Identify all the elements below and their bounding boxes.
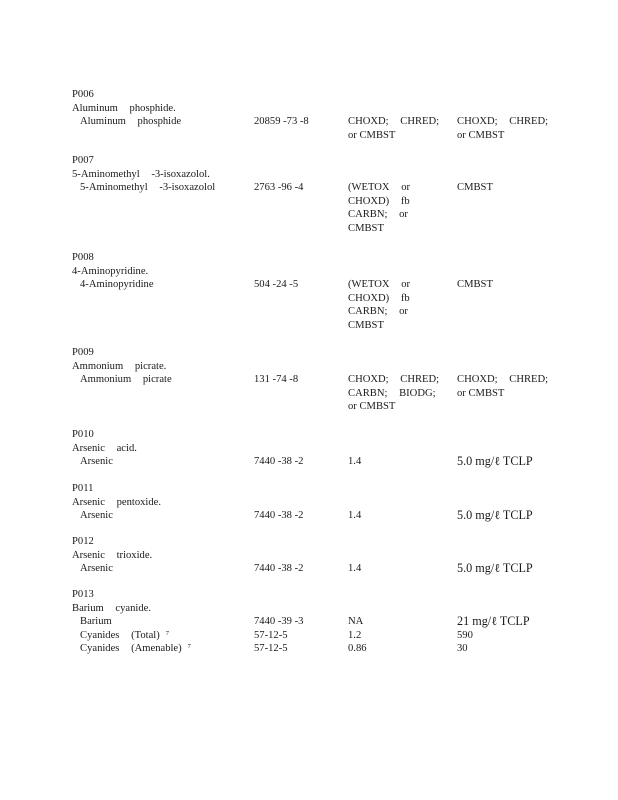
waste-entry-p008: [72, 251, 572, 333]
nonwastewater-standard: 21 mg/ℓ TCLP: [457, 614, 530, 629]
wastewater-standard: or CMBST: [348, 129, 396, 141]
constituent-name: [80, 642, 191, 656]
constituent-name: Aluminum phosphide: [80, 116, 182, 128]
nonwastewater-standard: or CMBST: [457, 129, 505, 141]
wastewater-standard: or CMBST: [348, 401, 396, 413]
constituent-row: [72, 181, 572, 195]
constituent-row: [72, 642, 572, 656]
nonwastewater-standard: CHOXD; CHRED;: [457, 374, 549, 386]
waste-entry-p013: [72, 588, 572, 656]
continuation-row: [72, 387, 572, 401]
cas-number: 7440 -39 -3: [254, 616, 304, 628]
continuation-row: [72, 195, 572, 209]
continuation-row: [72, 208, 572, 222]
wastewater-standard: 0.86: [348, 643, 367, 655]
waste-name: 4-Aminopyridine.: [72, 265, 149, 277]
waste-name: Ammonium picrate.: [72, 360, 167, 372]
constituent-name: [80, 629, 169, 643]
wastewater-standard: CARBN; BIODG;: [348, 387, 436, 399]
nonwastewater-standard: 30: [457, 643, 468, 655]
nonwastewater-standard: CMBST: [457, 182, 493, 194]
cas-number: 2763 -96 -4: [254, 182, 304, 194]
continuation-row: [72, 222, 572, 236]
constituent-row: [72, 455, 572, 469]
constituent-name: Arsenic: [80, 510, 113, 522]
wastewater-standard: CMBST: [348, 319, 384, 331]
waste-name: Arsenic acid.: [72, 442, 137, 454]
cas-number: 57-12-5: [254, 629, 288, 641]
waste-entry-p007: [72, 154, 572, 236]
waste-code: P007: [72, 155, 94, 166]
nonwastewater-standard: or CMBST: [457, 387, 505, 399]
constituent-row: [72, 615, 572, 629]
wastewater-standard: 1.4: [348, 510, 362, 522]
wastewater-standard: 1.2: [348, 629, 362, 641]
wastewater-standard: CMBST: [348, 222, 384, 234]
constituent-name: 5-Aminomethyl -3-isoxazolol: [80, 182, 216, 194]
footnote-marker: 7: [187, 643, 191, 651]
continuation-row: [72, 319, 572, 333]
nonwastewater-standard: CMBST: [457, 279, 493, 291]
waste-code: P011: [72, 483, 94, 494]
waste-name: Arsenic trioxide.: [72, 549, 153, 561]
wastewater-standard: 1.4: [348, 563, 362, 575]
wastewater-standard: CARBN; or: [348, 209, 408, 221]
constituent-name: Ammonium picrate: [80, 374, 172, 386]
wastewater-standard: 1.4: [348, 456, 362, 468]
waste-code: P012: [72, 536, 94, 547]
wastewater-standard: CHOXD) fb: [348, 292, 410, 304]
continuation-row: [72, 305, 572, 319]
wastewater-standard: (WETOX or: [348, 279, 411, 291]
waste-name: Barium cyanide.: [72, 602, 152, 614]
wastewater-standard: CHOXD; CHRED;: [348, 116, 440, 128]
waste-entry-p010: [72, 428, 572, 469]
nonwastewater-standard: 5.0 mg/ℓ TCLP: [457, 508, 533, 523]
footnote-marker: 7: [165, 629, 169, 637]
waste-code: P009: [72, 347, 94, 358]
waste-code: P010: [72, 429, 94, 440]
constituent-name: Arsenic: [80, 456, 113, 468]
nonwastewater-standard: 5.0 mg/ℓ TCLP: [457, 561, 533, 576]
constituent-row: [72, 278, 572, 292]
nonwastewater-standard: 5.0 mg/ℓ TCLP: [457, 454, 533, 469]
wastewater-standard: CARBN; or: [348, 306, 408, 318]
waste-entry-p011: [72, 482, 572, 523]
waste-name: Aluminum phosphide.: [72, 102, 176, 114]
cas-number: 7440 -38 -2: [254, 563, 304, 575]
wastewater-standard: (WETOX or: [348, 182, 411, 194]
constituent-row: [72, 373, 572, 387]
waste-code: P008: [72, 252, 94, 263]
waste-entry-p006: [72, 88, 572, 142]
constituent-row: [72, 562, 572, 576]
constituent-row: [72, 629, 572, 643]
nonwastewater-standard: 590: [457, 629, 473, 641]
waste-entry-p012: [72, 535, 572, 576]
waste-name: 5-Aminomethyl -3-isoxazolol.: [72, 168, 210, 180]
waste-code: P013: [72, 589, 94, 600]
cas-number: 20859 -73 -8: [254, 116, 309, 128]
wastewater-standard: CHOXD; CHRED;: [348, 374, 440, 386]
waste-code: P006: [72, 89, 94, 100]
cas-number: 7440 -38 -2: [254, 510, 304, 522]
cas-number: 57-12-5: [254, 643, 288, 655]
constituent-name: Barium: [80, 616, 112, 628]
constituent-label: Cyanides (Amenable): [80, 643, 182, 655]
nonwastewater-standard: CHOXD; CHRED;: [457, 116, 549, 128]
constituent-row: [72, 509, 572, 523]
cas-number: 131 -74 -8: [254, 374, 299, 386]
wastewater-standard: NA: [348, 616, 364, 628]
waste-name: Arsenic pentoxide.: [72, 496, 162, 508]
cas-number: 7440 -38 -2: [254, 456, 304, 468]
constituent-name: Arsenic: [80, 563, 113, 575]
waste-entry-p009: [72, 346, 572, 414]
continuation-row: [72, 400, 572, 414]
constituent-label: Cyanides (Total): [80, 629, 160, 641]
constituent-row: [72, 115, 572, 129]
constituent-name: 4-Aminopyridine: [80, 279, 154, 291]
wastewater-standard: CHOXD) fb: [348, 195, 410, 207]
continuation-row: [72, 129, 572, 143]
cas-number: 504 -24 -5: [254, 279, 299, 291]
continuation-row: [72, 292, 572, 306]
